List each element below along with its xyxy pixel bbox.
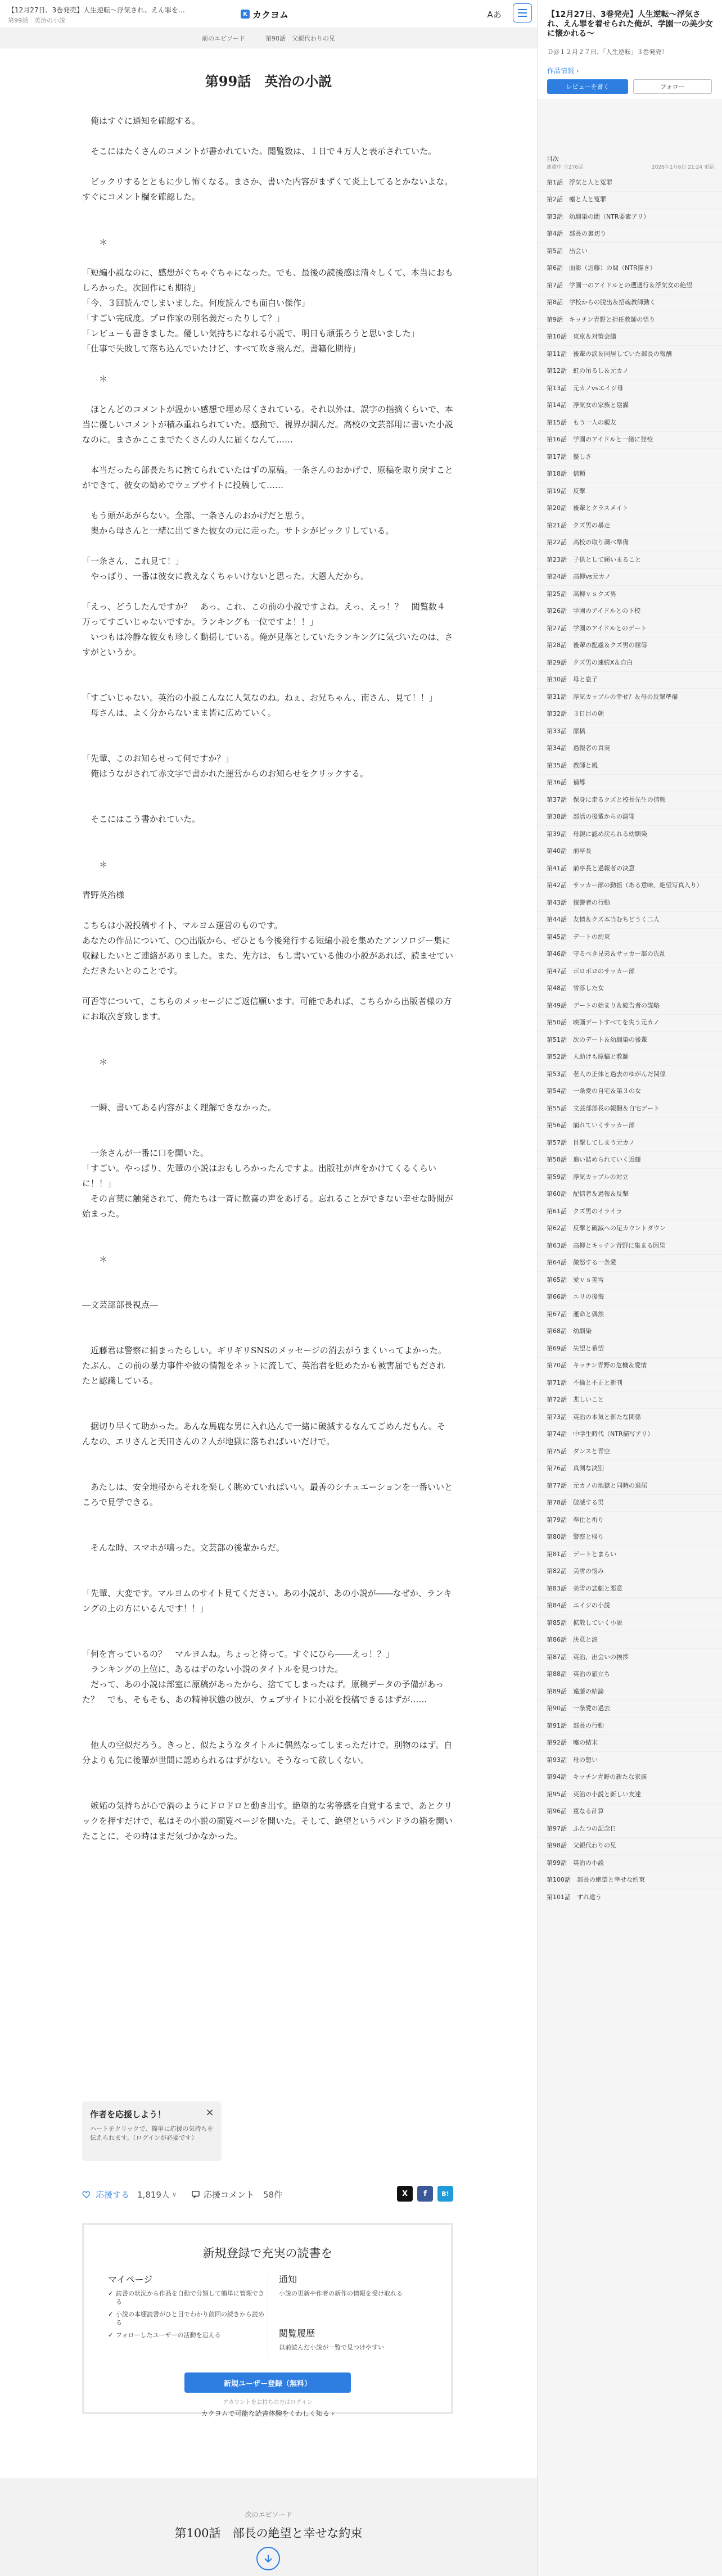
toc-episode-item[interactable]: 第68話 幼馴染 <box>538 1323 722 1340</box>
toc-episode-item[interactable]: 第63話 高柳とキッチン青野に集まる因果 <box>538 1237 722 1254</box>
body-paragraph <box>82 1222 453 1237</box>
toc-episode-item[interactable]: 第87話 英治、出会いの挨拶 <box>538 1648 722 1666</box>
comment-icon <box>191 2190 200 2199</box>
body-paragraph: 「仕事で失敗して落ち込んでいたけど、すべて吹き飛んだ。書籍化期待」 <box>82 344 360 354</box>
body-paragraph: 「何を言っているの？ マルヨムね。ちょっと待って。すぐにひら――えっ！？」 <box>82 1649 394 1659</box>
toc-episode-item[interactable]: 第17話 優しさ <box>538 448 722 466</box>
body-paragraph <box>82 1131 453 1146</box>
body-paragraph: ＊ <box>82 860 108 870</box>
body-paragraph <box>82 1404 453 1419</box>
toc-status: 連載中 全276話 <box>547 165 584 170</box>
body-paragraph <box>82 1389 453 1404</box>
toc-episode-item[interactable]: 第34話 過報者の真実 <box>538 740 722 757</box>
action-row <box>82 2182 453 2206</box>
menu-bar-icon <box>518 16 527 17</box>
toc-episode-item[interactable]: 第52話 人助けも原稿と教師 <box>538 1049 722 1066</box>
toc-episode-item[interactable]: 第13話 元カノvsエイジ母 <box>538 379 722 397</box>
body-paragraph <box>82 129 453 144</box>
support-author-popup <box>82 2102 222 2161</box>
body-paragraph: 本当だったら部長たちに捨てられていたはずの原稿。一条さんのおかげで、原稿を取り戻すことができて、彼女の勧めでウェブサイトに投稿して…… <box>82 465 453 490</box>
toc-episode-item[interactable]: 第101話 すれ違う <box>538 1888 722 1906</box>
toc-episode-item[interactable]: 第1話 浮気と人と冤罪 <box>538 174 722 191</box>
body-paragraph: 「すごい。やっぱり、先輩の小説はおもしろかったんですよ。出版社が声をかけてくるくらいに！！」 <box>82 1163 437 1188</box>
toc-episode-item[interactable]: 第93話 母の想い <box>538 1751 722 1769</box>
toc-episode-item[interactable]: 第56話 崩れていくサッカー部 <box>538 1117 722 1135</box>
chapter-title: 第99話 英治の小説 <box>205 73 332 89</box>
toc-episode-item[interactable]: 第83話 美雪の悲劇と悪意 <box>538 1580 722 1597</box>
body-paragraph <box>82 1510 453 1525</box>
toc-episode-item[interactable]: 第79話 奉仕と祈り <box>538 1511 722 1529</box>
body-paragraph <box>82 1040 453 1055</box>
menu-bar-icon <box>518 9 527 10</box>
toc-episode-item[interactable]: 第72話 悲しいこと <box>538 1391 722 1409</box>
body-paragraph <box>82 205 453 220</box>
episode-nav <box>0 28 537 48</box>
body-paragraph <box>82 1282 453 1298</box>
toc-episode-item[interactable]: 第57話 目撃してしまう元カノ <box>538 1134 722 1151</box>
body-paragraph: あなたの作品について、○○出版から、ぜひとも今後発行する短編小説を集めたアンソロジー集に収録したいとご連絡がありました。また、先方は、もし書いている他の小説があれば、読ませていただきたいとのことです。 <box>82 936 454 976</box>
toc-episode-item[interactable]: 第73話 英治の本気と新たな関係 <box>538 1408 722 1426</box>
toc-episode-item[interactable]: 第15話 もう一人の親友 <box>538 414 722 431</box>
toc-episode-item[interactable]: 第85話 拡散していく小説 <box>538 1614 722 1632</box>
toc-episode-item[interactable]: 第76話 真剣な決別 <box>538 1460 722 1477</box>
toc-list <box>538 174 722 1906</box>
toc-episode-item[interactable]: 第25話 高柳ｖｓクズ男 <box>538 585 722 603</box>
toc-episode-item[interactable]: 第49話 デートの始まり＆総告者の謀略 <box>538 997 722 1014</box>
toc-episode-item[interactable]: 第32話 ３日目の朝 <box>538 706 722 723</box>
chevron-down-icon[interactable]: ∨ <box>172 2190 177 2198</box>
hatena-bookmark-icon[interactable]: B! <box>437 2186 453 2202</box>
toc-episode-item[interactable]: 第28話 後輩の配慮＆クズ男の屈辱 <box>538 637 722 654</box>
facebook-share-icon[interactable]: f <box>417 2186 433 2202</box>
body-paragraph: 他人の空似だろう。きっと、似たようなタイトルに偶然なってしまっただけで。別物のはず。自分よりも先に後輩が世間に認められるはずがない。そうなって欲しくない。 <box>82 1740 453 1765</box>
body-paragraph: こちらは小説投稿サイト、マルヨム運営のものです。 <box>82 920 283 930</box>
body-paragraph: ほとんどのコメントが温かい感想で埋め尽くされている。それ以外は、誤字の指摘くらいで、本当に優しいコメントが積み重ねられていた。感動で、視界が潤んだ。高校の文芸部用に書いた小説なのに。まさかここまでたくさんの人に届くなんて…… <box>82 404 453 445</box>
body-paragraph <box>82 1237 453 1252</box>
heart-icon <box>82 2190 91 2199</box>
prev-episode-link[interactable]: 前のエピソード <box>202 34 245 42</box>
body-paragraph: 「すごいじゃない。英治の小説こんなに人気なのね。ねぇ、お兄ちゃん、南さん、見て！！」 <box>82 693 437 703</box>
toc-episode-item[interactable]: 第47話 ボロボロのサッカー部 <box>538 962 722 980</box>
toc-episode-item[interactable]: 第2話 嘘と人と冤罪 <box>538 191 722 209</box>
body-paragraph <box>82 539 453 554</box>
body-paragraph: 母さんは、よく分からないまま皆に広めていく。 <box>82 708 276 718</box>
body-paragraph <box>82 1328 453 1343</box>
toc-episode-item[interactable]: 第21話 クズ男の暴走 <box>538 517 722 534</box>
body-paragraph: 「レビューも書きました。優しい気持ちになれる小説で、明日も頑張ろうと思いました」 <box>82 328 419 338</box>
body-paragraph: 一条さんが一番に口を開いた。 <box>82 1148 209 1158</box>
sidebar-work-title[interactable]: 【12月27日、3巻発売】人生逆転〜浮気され、えん罪を着せられた俺が、学園一の美少女に懐かれる〜 <box>547 10 713 38</box>
body-paragraph <box>82 387 453 402</box>
toc-episode-item[interactable]: 第35話 教師と親 <box>538 757 722 774</box>
cheer-button[interactable] <box>82 2189 129 2200</box>
list-item: ✓ 読書の状況から作品を自動で分類して簡単に管理できる <box>108 2289 264 2306</box>
toc-episode-item[interactable]: 第24話 高柳vs元カノ <box>538 568 722 586</box>
body-paragraph <box>82 220 453 235</box>
header-work-title[interactable]: 【12月27日、3巻発売】人生逆転〜浮気され、えん罪を… <box>8 6 185 14</box>
toc-episode-item[interactable]: 第22話 高校の取り調べ準備 <box>538 534 722 552</box>
toc-episode-item[interactable]: 第27話 学園のアイドルとのデート <box>538 620 722 637</box>
toc-episode-item[interactable]: 第29話 クズ男の連続X＆自白 <box>538 654 722 671</box>
body-paragraph: ＊ <box>82 1057 108 1067</box>
toc-label: 目次 <box>547 155 559 162</box>
support-popup-body: ハートをクリックで、簡単に応援の気持ちを伝えられます。（ログインが必要です） <box>90 2125 214 2141</box>
body-paragraph <box>82 1024 453 1040</box>
signup-button[interactable]: 新規ユーザー登録（無料） <box>184 2372 351 2393</box>
toc-episode-item[interactable]: 第10話 東京＆対策会議 <box>538 328 722 346</box>
body-paragraph: その言葉に触発されて、俺たちは一斉に歓喜の声をあげる。忘れることができない幸せな時間が始まった。 <box>82 1194 453 1219</box>
toc-episode-item[interactable]: 第45話 デートの約束 <box>538 928 722 946</box>
body-paragraph <box>82 1723 453 1738</box>
toc-episode-item[interactable]: 第43話 復讐者の行動 <box>538 894 722 911</box>
body-paragraph: やっぱり、一番は彼女に教えなくちゃいけないと思った。大恩人だから。 <box>82 571 369 581</box>
body-paragraph: 俺はうながされて赤文字で書かれた運営からのお知らせをクリックする。 <box>82 769 368 779</box>
cheer-label: 応援する <box>96 2189 130 2200</box>
sidebar-work-info <box>538 0 722 99</box>
toc-episode-item[interactable]: 第54話 一条愛の自宅＆第３の女 <box>538 1083 722 1100</box>
chapter-body <box>82 114 453 1844</box>
body-paragraph: 青野英治様 <box>82 890 125 900</box>
body-paragraph <box>82 721 453 736</box>
toc-episode-item[interactable]: 第36話 補導 <box>538 774 722 792</box>
toc-episode-item[interactable]: 第70話 キッチン青野の危機＆愛情 <box>538 1357 722 1375</box>
toc-episode-item[interactable]: 第38話 部活の後輩からの謝罪 <box>538 808 722 826</box>
body-paragraph: だって、あの小説は部室に原稿があったから、捨ててしまったはず。原稿データの予備があった？ でも、そもそも、あの精神状態の彼が、ウェブサイトに小説を投稿できるはずが…… <box>82 1679 444 1705</box>
toc-episode-item[interactable]: 第99話 英治の小説 <box>538 1854 722 1872</box>
cheer-comment-button[interactable] <box>191 2189 254 2200</box>
toc-episode-item[interactable]: 第89話 遠藤の結論 <box>538 1683 722 1700</box>
body-paragraph <box>82 903 453 918</box>
body-paragraph <box>82 736 453 751</box>
toc-episode-item[interactable]: 第23話 子供として願いまること <box>538 551 722 568</box>
toc-episode-item[interactable]: 第69話 失望と希望 <box>538 1340 722 1357</box>
notice-description: 小説の更新や作者の新作の情報を受け取れる <box>279 2290 403 2297</box>
body-paragraph <box>82 827 453 842</box>
body-paragraph <box>82 1556 453 1571</box>
body-paragraph <box>82 1707 453 1723</box>
support-popup-title: 作者を応援しよう！ <box>90 2109 166 2119</box>
toc-episode-item[interactable]: 第20話 後輩とクラスメイト <box>538 500 722 517</box>
body-paragraph <box>82 660 453 675</box>
toc-episode-item[interactable]: 第40話 前亭長 <box>538 843 722 860</box>
toc-episode-item[interactable]: 第67話 運命と偶然 <box>538 1305 722 1323</box>
body-paragraph <box>82 781 453 797</box>
body-paragraph <box>82 1768 453 1783</box>
body-paragraph: 「先輩、このお知らせって何ですか？」 <box>82 753 234 763</box>
toc-episode-item[interactable]: 第33話 原稿 <box>538 722 722 740</box>
body-paragraph: ＊ <box>82 237 108 247</box>
work-info-link[interactable]: 作品情報 › <box>547 67 579 75</box>
comment-count[interactable]: 58件 <box>263 2189 283 2200</box>
toc-episode-item[interactable]: 第18話 信頼 <box>538 466 722 483</box>
toc-episode-item[interactable]: 第5話 出会い <box>538 242 722 260</box>
body-paragraph <box>82 842 453 857</box>
toc-episode-item[interactable]: 第42話 サッカー部の動揺（ある意味、絶望写真入り） <box>538 877 722 894</box>
toc-episode-item[interactable]: 第16話 学園のアイドルと一緒に登校 <box>538 431 722 449</box>
body-paragraph <box>82 1313 453 1328</box>
body-paragraph: そこにはこう書かれていた。 <box>82 814 201 824</box>
toc-episode-item[interactable]: 第26話 学園のアイドルとの下校 <box>538 603 722 620</box>
body-paragraph: 「先輩、大変です。マルヨムのサイト見てください。あの小説が、あの小説が――なぜか、ランキングの上の方にいるんです！！」 <box>82 1588 452 1614</box>
body-paragraph: 近藤君は警察に捕まったらしい。ギリギリSNSのメッセージの消去がうまくいってよかった。たぶん、この前の暴力事件や彼の情報をネットに流して、英治君を貶めたかも被害届でもだされたと認識している。 <box>82 1345 446 1386</box>
body-paragraph: 俺はすぐに通知を確認する。 <box>82 116 201 126</box>
body-paragraph <box>82 1267 453 1282</box>
font-settings-button[interactable]: Aあ <box>486 7 503 21</box>
mypage-title: マイページ <box>108 2274 153 2285</box>
body-paragraph: 「すごい完成度。プロ作家の別名義だったりして？」 <box>82 313 285 323</box>
body-paragraph <box>82 1783 453 1798</box>
sidebar <box>537 0 722 2576</box>
toc-episode-item[interactable]: 第80話 警察と帰り <box>538 1529 722 1546</box>
sidebar-catchphrase: Ｄ＠１２月２７日、「人生逆転」３巻発売！ <box>547 48 668 56</box>
body-paragraph: 「一条さん、これ見て！」 <box>82 556 184 566</box>
body-paragraph <box>82 1070 453 1085</box>
toc-episode-item[interactable]: 第48話 雪落した女 <box>538 980 722 997</box>
toc-episode-item[interactable]: 第95話 英治の小説と新しい友達 <box>538 1786 722 1803</box>
toc-episode-item[interactable]: 第98話 父親代わりの兄 <box>538 1837 722 1855</box>
body-paragraph: ランキングの上位に、あるはずのない小説のタイトルを見つけた。 <box>82 1664 344 1674</box>
body-paragraph <box>82 448 453 463</box>
toc-episode-item[interactable]: 第84話 エイジの小説 <box>538 1597 722 1615</box>
history-title: 閲覧履歴 <box>279 2328 315 2339</box>
toc-episode-item[interactable]: 第31話 浮気カップルの幸せ？＆母の反撃準備 <box>538 688 722 706</box>
toc-episode-item[interactable]: 第6話 面影（近藤）の間（NTR描き） <box>538 260 722 277</box>
toc-episode-item[interactable]: 第51話 次のデート＆幼馴染の後輩 <box>538 1031 722 1049</box>
next-episode-label: 次のエピソード <box>245 2511 292 2519</box>
toc-episode-item[interactable]: 第30話 母と息子 <box>538 671 722 689</box>
toc-episode-item[interactable]: 第78話 破滅する男 <box>538 1494 722 1512</box>
toc-episode-item[interactable]: 第11話 後輩の涙＆同居していた部長の報酬 <box>538 345 722 363</box>
toc-episode-item[interactable]: 第39話 母親に認め戻られる幼馴染 <box>538 825 722 843</box>
prev-episode-title[interactable]: 第98話 父親代わりの兄 <box>265 34 335 42</box>
next-episode-title[interactable]: 第100話 部長の絶望と幸せな約束 <box>174 2527 363 2540</box>
toc-episode-item[interactable]: 第64話 激怒する一条愛 <box>538 1254 722 1272</box>
body-paragraph: ＊ <box>82 1254 108 1264</box>
follow-button[interactable]: フォロー <box>633 79 712 94</box>
body-paragraph: 「短編小説なのに、感想がぐちゃぐちゃになった。でも、最後の読後感は清々しくて、本当におもしろかった。次回作にも期待」 <box>82 268 453 293</box>
body-paragraph: 可否等について、こちらのメッセージにご返信願います。可能であれば、こちらから出版者様の方にお取次ぎ致します。 <box>82 996 452 1022</box>
toc-episode-item[interactable]: 第82話 美雪の悩み <box>538 1563 722 1580</box>
body-paragraph <box>82 356 453 372</box>
body-paragraph: いつもは冷静な彼女も珍しく動揺している。俺が見落としていたランキングに気づいたのは、さすがというか。 <box>82 632 453 657</box>
body-paragraph <box>82 873 453 888</box>
toc-episode-item[interactable]: 第53話 老人の正体と過去のゆがんだ関係 <box>538 1065 722 1083</box>
toc-episode-item[interactable]: 第61話 クズ男のイライラ <box>538 1203 722 1220</box>
body-paragraph: もう頭があがらない。全部、一条さんのおかげだと思う。 <box>82 510 310 521</box>
toc-episode-item[interactable]: 第50話 映画デートすべてを失う元カノ <box>538 1014 722 1032</box>
notice-title: 通知 <box>279 2274 297 2285</box>
toc-episode-item[interactable]: 第92話 嘘の結末 <box>538 1734 722 1752</box>
toc-episode-item[interactable]: 第7話 学園一のアイドルとの遭遇行＆浮気女の絶望 <box>538 277 722 294</box>
next-episode-section[interactable] <box>0 2478 537 2576</box>
toc-episode-item[interactable]: 第97話 ふたつの記念日 <box>538 1820 722 1837</box>
toc-episode-item[interactable]: 第94話 キッチン青野の新たな家族 <box>538 1769 722 1786</box>
mypage-feature-list <box>108 2289 264 2343</box>
menu-bar-icon <box>518 12 527 13</box>
toc-episode-item[interactable]: 第75話 ダンスと青空 <box>538 1443 722 1460</box>
body-paragraph <box>82 797 453 812</box>
toc-episode-item[interactable]: 第60話 配信者＆過報＆反撃 <box>538 1186 722 1203</box>
body-paragraph <box>82 1616 453 1632</box>
toc-episode-item[interactable]: 第4話 部長の裏切り <box>538 225 722 243</box>
toc-episode-item[interactable]: 第55話 文芸部部長の報酬＆自宅デート <box>538 1100 722 1117</box>
toc-episode-item[interactable]: 第71話 不倫と不正と新刊 <box>538 1374 722 1391</box>
toc-episode-item[interactable]: 第91話 部長の行動 <box>538 1717 722 1734</box>
toc-episode-item[interactable]: 第44話 友情＆クズ本当むちどうく二人 <box>538 911 722 929</box>
toc-episode-item[interactable]: 第96話 重なる計算 <box>538 1803 722 1820</box>
body-paragraph <box>82 159 453 174</box>
signup-heading: 新規登録で充実の読書を <box>202 2247 333 2260</box>
toc-episode-item[interactable]: 第9話 キッチン青野と担任教師の悟り <box>538 311 722 328</box>
toc-episode-item[interactable]: 第65話 愛ｖｓ美雪 <box>538 1271 722 1289</box>
body-paragraph: 据切り早くて助かった。あんな馬鹿な男に入れ込んで一緒に破滅するなんてごめんだもん。そんなの、エリさんと天田さんの２人が地獄に落ちればいいだけで。 <box>82 1421 445 1447</box>
kakuyomu-logo[interactable] <box>241 8 288 20</box>
toc-episode-item[interactable]: 第77話 元カノの地獄と同時の退屈 <box>538 1477 722 1494</box>
body-paragraph <box>82 1085 453 1100</box>
body-paragraph: 「えっ、どうしたんですか？ あっ、これ、この前の小説ですよね。えっ、えっ！？ 閲覧数４万ってすごいじゃないですか。ランキングも一位ですよ！！」 <box>82 602 445 627</box>
history-description: 以前読んだ小説が一覧で見つけやすい <box>279 2344 384 2351</box>
logo-mark-icon: K <box>241 10 250 19</box>
body-paragraph: あたしは、安全地帯からそれを楽しく眺めていればいい。最善のシチュエーションを一番いいところで見学できる。 <box>82 1482 453 1507</box>
toc-episode-item[interactable]: 第46話 守るべき兄弟＆サッカー部の氏乱 <box>538 946 722 963</box>
toc-episode-item[interactable]: 第86話 決意と涙 <box>538 1632 722 1649</box>
body-paragraph <box>82 584 453 599</box>
body-paragraph: 奥から母さんと一緒に出てきた彼女の元に走った。サトシがビックリしている。 <box>82 526 394 536</box>
arrow-down-icon[interactable] <box>256 2547 280 2570</box>
toc-menu-button[interactable] <box>513 3 532 22</box>
cheer-count[interactable]: 1,819人 <box>137 2189 170 2200</box>
body-paragraph <box>82 1525 453 1540</box>
x-share-icon[interactable]: X <box>397 2186 413 2202</box>
list-item: ✓ 小説の本棚読書がひと目でわかり前回の続きから読める <box>108 2310 264 2327</box>
body-paragraph <box>82 493 453 508</box>
header-episode-title: 第99話 英治の小説 <box>8 17 65 24</box>
toc-episode-item[interactable]: 第88話 英治の旅立ち <box>538 1666 722 1683</box>
body-paragraph: 嫉妬の気持ちが心で渦のようにドロドロと動き出す。絶望的な劣等感を自覚するまで、あとクリックを押すだけで、私はその小説の閲覧ページを開いた。そして、絶望というパンドラの箱を開いたことに、その時はまだ気づかなかった。 <box>82 1801 453 1841</box>
body-paragraph: そこにはたくさんのコメントが書かれていた。閲覧数は、１日で４万人と表示されていた。 <box>82 146 437 156</box>
signup-promo-box <box>82 2223 453 2417</box>
comment-label: 応援コメント <box>204 2189 255 2200</box>
toc-episode-item[interactable]: 第19話 反撃 <box>538 482 722 500</box>
reading-experience-link[interactable]: カクヨムで可能な読書体験をくわしく知る › <box>201 2410 335 2417</box>
login-link[interactable]: アカウントをお持ちの方はログイン <box>223 2399 313 2406</box>
toc-episode-item[interactable]: 第8話 学校からの脱出＆招魂教師動く <box>538 294 722 311</box>
body-paragraph <box>82 1115 453 1131</box>
toc-episode-item[interactable]: 第90話 一条愛の過去 <box>538 1700 722 1718</box>
body-paragraph: ビックリするとともに少し怖くなる。まさか、書いた内容がまずくて炎上してるとかないよな。すぐにコメント欄を確認した。 <box>82 177 453 202</box>
body-paragraph: 「今、３回読んでしまいました。何度読んでも面白い傑作」 <box>82 298 310 308</box>
body-paragraph: そんな時、スマホが鳴った。文芸部の後輩からだ。 <box>82 1543 285 1553</box>
toc-episode-item[interactable]: 第12話 虹の吊るし＆元カノ <box>538 363 722 380</box>
share-icons <box>397 2186 453 2202</box>
body-paragraph <box>82 1449 453 1465</box>
body-paragraph: 一瞬、書いてある内容がよく理解できなかった。 <box>82 1102 277 1113</box>
body-paragraph: ＊ <box>82 374 108 384</box>
logo-text: カクヨム <box>252 9 289 20</box>
body-paragraph <box>82 979 453 994</box>
body-paragraph <box>82 1571 453 1586</box>
body-paragraph <box>82 250 453 265</box>
toc-episode-item[interactable]: 第41話 前亭長と過報者の決意 <box>538 860 722 877</box>
main-content <box>0 28 537 2576</box>
toc-episode-item[interactable]: 第3話 幼馴染の間（NTR要素アリ） <box>538 208 722 225</box>
write-review-button[interactable]: レビューを書く <box>547 79 628 94</box>
toc-episode-item[interactable]: 第62話 反撃と破滅への足カウントダウン <box>538 1220 722 1237</box>
body-paragraph <box>82 1632 453 1647</box>
toc-episode-item[interactable]: 第14話 浮気女の家族と陰謀 <box>538 397 722 414</box>
toc-episode-item[interactable]: 第59話 浮気カップルの対立 <box>538 1168 722 1186</box>
toc-episode-item[interactable]: 第74話 中学生時代（NTR描写アリ） <box>538 1426 722 1443</box>
toc-episode-item[interactable]: 第37話 保身に走るクズと校長先生の信頼 <box>538 791 722 808</box>
body-paragraph <box>82 675 453 690</box>
toc-episode-item[interactable]: 第100話 部長の絶望と幸せな約束 <box>538 1872 722 1889</box>
toc-updated: 2026年1月6日 21:24 更新 <box>651 165 714 170</box>
close-icon[interactable]: × <box>204 2106 216 2118</box>
body-paragraph: ―文芸部部長視点― <box>82 1300 159 1310</box>
toc-episode-item[interactable]: 第66話 エリの後悔 <box>538 1289 722 1306</box>
body-paragraph <box>82 1465 453 1480</box>
toc-episode-item[interactable]: 第81話 デートとまらい <box>538 1545 722 1563</box>
toc-episode-item[interactable]: 第58話 追い詰められていく近藤 <box>538 1151 722 1169</box>
list-item: ✓ フォローしたユーザーの活動を追える <box>108 2331 264 2339</box>
